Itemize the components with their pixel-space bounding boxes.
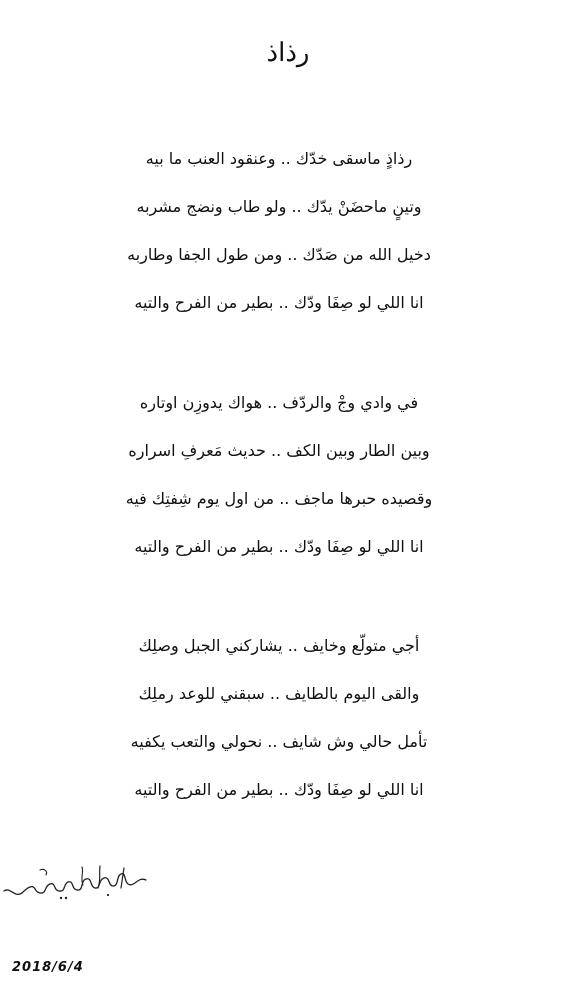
stanza-1 xyxy=(0,142,576,334)
verse-line: دخيل الله من صَدّك .. ومن طول الجفا وطاربه xyxy=(127,245,431,264)
verse-line: وتينٍ ماحضَنْ يدّك .. ولو طاب ونضج مشربه xyxy=(136,197,422,216)
verse-line: وقصيده حبرها ماجف .. من اول يوم شِفتِك فيه xyxy=(125,489,433,508)
verse-line: في وادي وجْ والردّف .. هواك يدوزِن اوتاره xyxy=(139,393,419,412)
stanza-2 xyxy=(0,386,576,578)
verse-line: انا اللي لو صِفَا ودّك .. بطير من الفرح والتيه xyxy=(134,537,424,556)
verse-line: أجي متولّع وخايف .. يشاركني الجبل وصلِك xyxy=(138,636,420,655)
verse-line: تأمل حالي وش شايف .. نحولي والتعب يكفيه xyxy=(130,732,428,751)
verse-line: وبين الطار وبين الكف .. حديث مَعرفِ اسراره xyxy=(128,441,430,460)
handwritten-signature xyxy=(0,858,150,908)
verse-line: انا اللي لو صِفَا ودّك .. بطير من الفرح والتيه xyxy=(134,780,424,799)
verse-line: والقى اليوم بالطايف .. سبقني للوعد رملِك xyxy=(138,684,420,703)
poem-title: رذاذ xyxy=(266,38,310,68)
verse-line: رذاذٍ ماسقى خدّك .. وعنقود العنب ما بيه xyxy=(145,149,413,168)
poem-date: 2018/6/4 xyxy=(12,960,84,975)
verse-line: انا اللي لو صِفَا ودّك .. بطير من الفرح والتيه xyxy=(134,293,424,312)
stanza-3 xyxy=(0,629,576,821)
